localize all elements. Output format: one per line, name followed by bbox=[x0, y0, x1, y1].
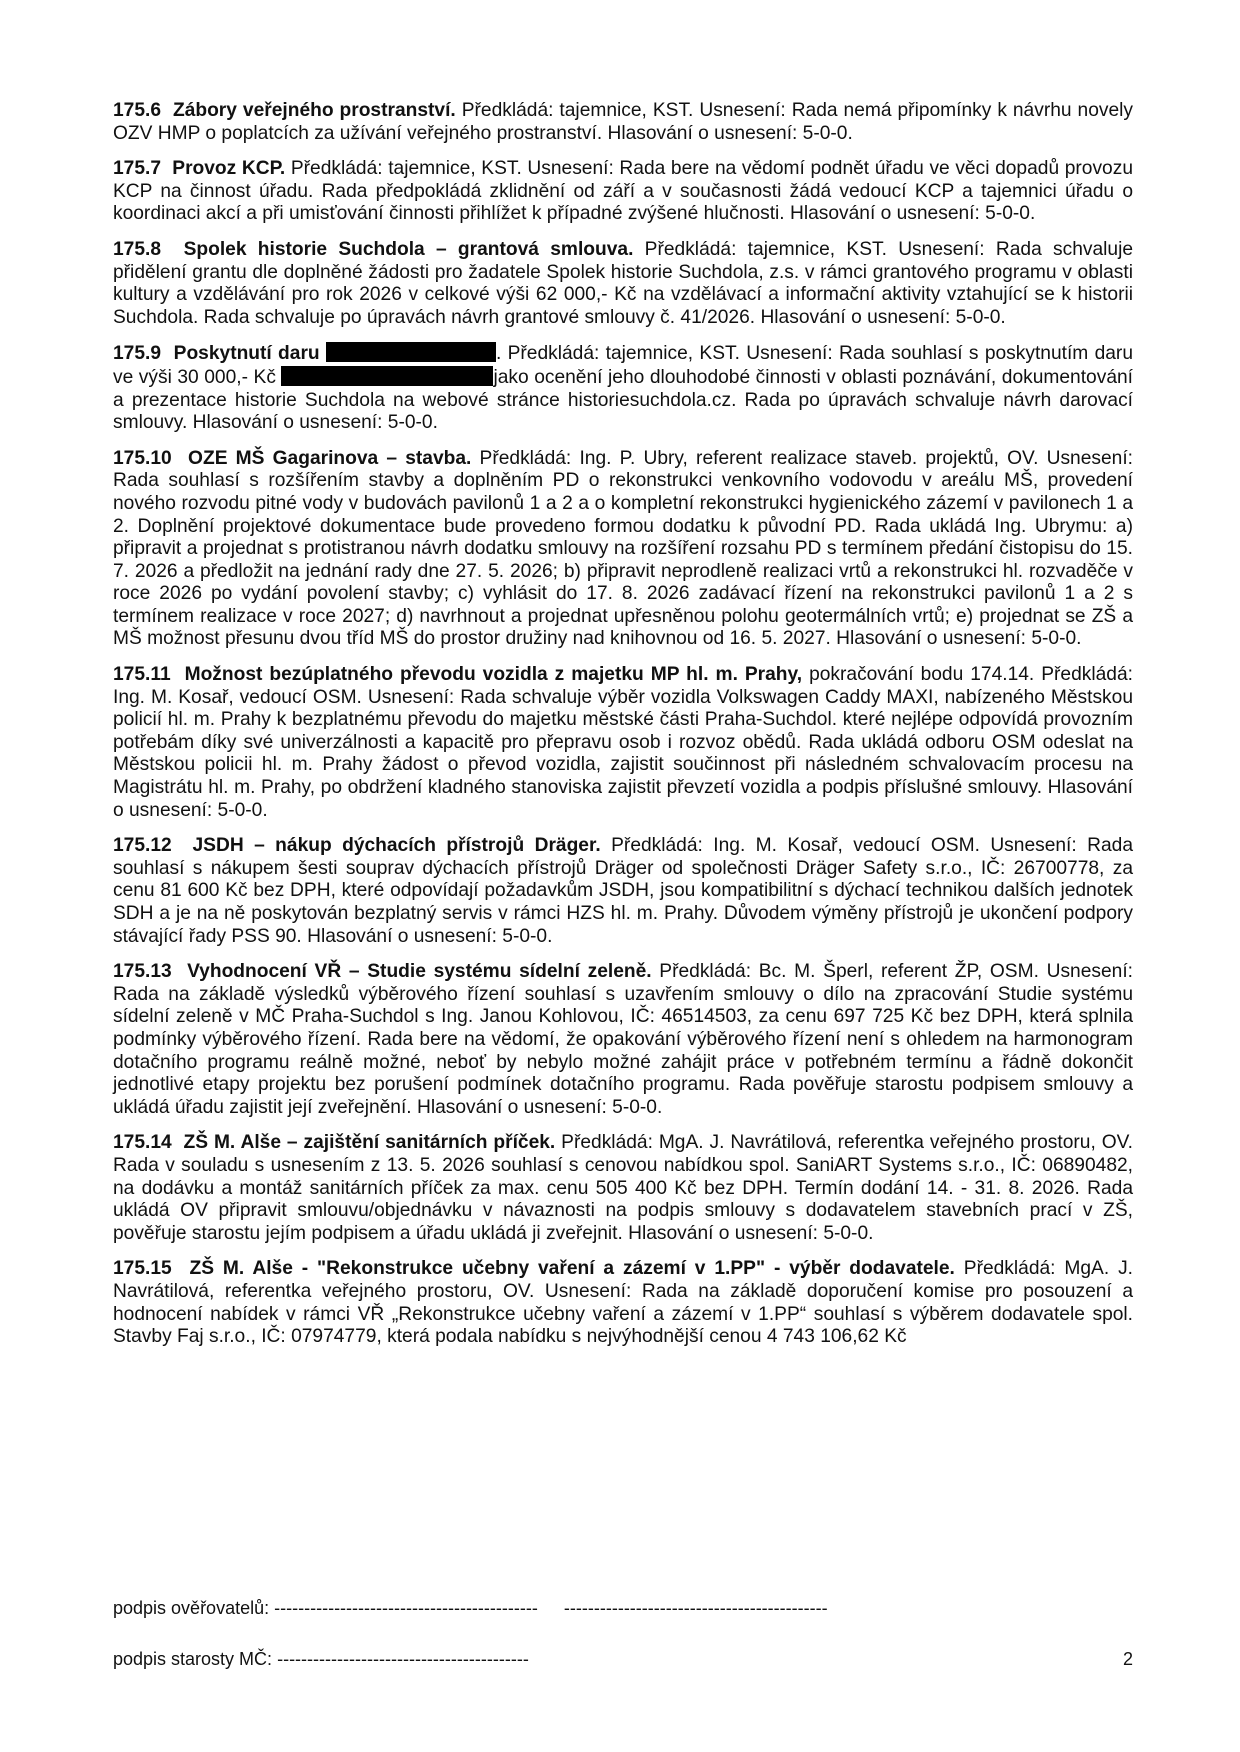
mayor-label: podpis starosty MČ: bbox=[113, 1649, 273, 1669]
item-text: Předkládá: Bc. M. Šperl, referent ŽP, OSM. Usnesení: Rada na základě výsledků výběrového řízení souhlasí s uzavřením smlouvy o dílo na zpracování Studie systému sídelní zeleně v MČ Praha-Suchdol s Ing. Janou Kohlovou, IČ: 46514503, za cenu 697 725 Kč bez DPH, která splnila podmínky výběrového řízení. Rada bere na vědomí, že opakování výběrového řízení není s ohledem na harmonogram dotačního programu reálně možné, neboť by nebylo možné zahájit práce v potřebném termínu a řádně dokončit jednotlivé etapy projektu bez porušení podmínek dotačního programu. Rada pověřuje starostu podpisem smlouvy a ukládá úřadu zajistit její zveřejnění. Hlasování o usnesení: 5-0-0. bbox=[113, 961, 1133, 1118]
item-number: 175.6 bbox=[113, 100, 162, 121]
signature-line: ------------------------------------------ bbox=[277, 1649, 529, 1669]
item-text: Předkládá: tajemnice, KST. Usnesení: Rada schvaluje přidělení grantu dle doplněné žádosti pro žadatele Spolek historie Suchdola, z.s. v rámci grantového programu v oblasti kultury a vzdělávání pro rok 2026 v celkové výši 62 000,- Kč na vzdělávací a informační aktivity vztahující se k historii Suchdola. Rada schvaluje po úpravách návrh grantové smlouvy č. 41/2026. Hlasování o usnesení: 5-0-0. bbox=[113, 238, 1134, 328]
item-text: Předkládá: Ing. M. Kosař, vedoucí OSM. Usnesení: Rada souhlasí s nákupem šesti souprav dýchacích přístrojů Dräger od společnosti Dräger Safety s.r.o., IČ: 26700778, za cenu 81 600 Kč bez DPH, které odpovídají požadavkům JSDH, jsou kompatibilitní s dýchací technikou dalších jednotek SDH a je na ně poskytován bezplatný servis v rámci HZS hl. m. Prahy. Důvodem výměny přístrojů je ukončení podpory stávající řady PSS 90. Hlasování o usnesení: 5-0-0. bbox=[113, 835, 1133, 947]
signature-line: -------------------------------------------- bbox=[563, 1598, 828, 1618]
item-heading: OZE MŠ Gagarinova – stavba. bbox=[188, 447, 472, 469]
resolution-175-9 bbox=[113, 342, 1133, 434]
item-heading: Možnost bezúplatného převodu vozidla z majetku MP hl. m. Prahy, bbox=[184, 664, 803, 686]
resolution-175-8 bbox=[113, 239, 1133, 329]
item-heading: ZŠ M. Alše – zajištění sanitárních příček. bbox=[183, 1132, 556, 1154]
mayor-signature-row bbox=[113, 1649, 1133, 1670]
page-number: 2 bbox=[1122, 1649, 1133, 1669]
resolution-175-13 bbox=[113, 961, 1133, 1119]
item-number: 175.15 bbox=[113, 1258, 172, 1280]
resolution-175-14 bbox=[113, 1132, 1133, 1245]
resolution-175-6 bbox=[113, 100, 1133, 145]
resolution-175-7 bbox=[113, 158, 1133, 226]
item-number: 175.8 bbox=[113, 238, 162, 260]
signature-line: -------------------------------------------- bbox=[274, 1598, 538, 1618]
verifiers-label: podpis ověřovatelů: bbox=[113, 1598, 270, 1618]
item-heading: Spolek historie Suchdola – grantová smlouva. bbox=[183, 238, 634, 260]
item-heading: Provoz KCP. bbox=[172, 158, 286, 180]
item-number: 175.11 bbox=[113, 664, 171, 686]
item-text: Předkládá: tajemnice, KST. Usnesení: Rada bere na vědomí podnět úřadu ve věci dopadů provozu KCP na činnost úřadu. Rada předpokládá zklidnění od září a v současnosti žádá vedoucí KCP a tajemnici úřadu o koordinaci akcí a při umisťování činnosti přihlížet k případné zvýšené hlučnosti. Hlasování o usnesení: 5-0-0. bbox=[113, 158, 1133, 225]
resolution-175-12 bbox=[113, 835, 1133, 948]
item-text: pokračování bodu 174.14. Předkládá: Ing. M. Kosař, vedoucí OSM. Usnesení: Rada schvaluje výběr vozidla Volkswagen Caddy MAXI, nabízeného Městskou policií hl. m. Prahy k bezplatnému převodu do majetku městské části Praha-Suchdol. které nejlépe odpovídá provozním potřebám díky své univerzálnosti a kapacitě pro přepravu osob i rozvoz obědů. Rada ukládá odboru OSM odeslat na Městskou policii hl. m. Prahy žádost o převod vozidla, zajistit součinnost při následném schvalovacím procesu na Magistrátu hl. m. Prahy, po obdržení kladného stanoviska zajistit převzetí vozidla a podpis příslušné smlouvy. Hlasování o usnesení: 5-0-0. bbox=[113, 664, 1133, 821]
item-number: 175.10 bbox=[113, 447, 172, 469]
item-heading: Zábory veřejného prostranství. bbox=[172, 100, 456, 121]
redaction-bar bbox=[326, 342, 496, 362]
item-number: 175.7 bbox=[113, 158, 162, 180]
item-number: 175.13 bbox=[113, 961, 172, 983]
minutes-body bbox=[113, 100, 1133, 1362]
item-heading: Poskytnutí daru bbox=[173, 343, 320, 365]
resolution-175-10 bbox=[113, 448, 1133, 651]
item-number: 175.9 bbox=[113, 343, 162, 365]
item-text: jako ocenění jeho dlouhodobé činnosti v oblasti poznávání, dokumentování a prezentace historie Suchdola na webové stránce historiesuchdola.cz. Rada po úpravách schvaluje návrh darovací smlouvy. Hlasování o usnesení: 5-0-0. bbox=[113, 366, 1133, 434]
item-text: Předkládá: MgA. J. Navrátilová, referentka veřejného prostoru, OV. Rada v souladu s usnesením z 13. 5. 2026 souhlasí s cenovou nabídkou spol. SaniART Systems s.r.o., IČ: 06890482, na dodávku a montáž sanitárních příček za max. cenu 505 400 Kč bez DPH. Termín dodání 14. - 31. 8. 2026. Rada ukládá OV připravit smlouvu/objednávku v návaznosti na podpis smlouvy s dodavatelem stavebních prací v ZŠ, pověřuje starostu jejím podpisem a úřadu ukládá ji zveřejnit. Hlasování o usnesení: 5-0-0. bbox=[113, 1132, 1133, 1244]
redaction-bar bbox=[281, 366, 493, 386]
item-heading: Vyhodnocení VŘ – Studie systému sídelní zeleně. bbox=[187, 961, 652, 983]
resolution-175-15 bbox=[113, 1258, 1133, 1348]
resolution-175-11 bbox=[113, 664, 1133, 822]
item-text: . Předkládá: tajemnice, KST. Usnesení: Rada souhlasí s poskytnutím daru ve výši 30 000,- Kč bbox=[113, 343, 1133, 388]
item-number: 175.14 bbox=[113, 1132, 172, 1154]
item-heading: JSDH – nákup dýchacích přístrojů Dräger. bbox=[192, 835, 601, 857]
item-heading: ZŠ M. Alše - "Rekonstrukce učebny vaření a zázemí v 1.PP" - výběr dodavatele. bbox=[189, 1258, 955, 1280]
item-number: 175.12 bbox=[113, 835, 172, 857]
item-text: Předkládá: tajemnice, KST. Usnesení: Rada nemá připomínky k návrhu novely OZV HMP o poplatcích za užívání veřejného prostranství. Hlasování o usnesení: 5-0-0. bbox=[113, 100, 1133, 144]
item-text: Předkládá: Ing. P. Ubry, referent realizace staveb. projektů, OV. Usnesení: Rada souhlasí s rozšířením stavby a doplněním PD o rekonstrukci venkovního vodovodu v areálu MŠ, provedení nového rozvodu pitné vody v budovách pavilonů 1 a 2 a o kompletní rekonstrukci hygienického zázemí v pavilonech 1 a 2. Doplnění projektové dokumentace bude provedeno formou dodatku k původní PD. Rada ukládá Ing. Ubrymu: a) připravit a projednat s protistranou návrh dodatku smlouvy na rozšíření rozsahu PD s termínem předání čistopisu do 15. 7. 2026 a předložit na jednání rady dne 27. 5. 2026; b) připravit neprodleně realizaci vrtů a rekonstrukci hl. rozvaděče v roce 2026 po vydání povolení stavby; c) vyhlásit do 17. 8. 2026 zadávací řízení na rekonstrukci pavilonů 1 a 2 s termínem realizace v roce 2027; d) navrhnout a projednat upřesněnou polohu geotermálních vrtů; e) projednat se ZŠ a MŠ možnost přesunu dvou tříd MŠ do prostor družiny nad knihovnou od 16. 5. 2027. Hlasování o usnesení: 5-0-0. bbox=[113, 447, 1133, 650]
verifiers-signature-row bbox=[113, 1598, 1133, 1619]
item-text: Předkládá: MgA. J. Navrátilová, referentka veřejného prostoru, OV. Usnesení: Rada na základě doporučení komise pro posouzení a hodnocení nabídek v rámci VŘ „Rekonstrukce učebny vaření a zázemí v 1.PP“ souhlasí s výběrem dodavatele spol. Stavby Faj s.r.o., IČ: 07974779, která podala nabídku s nejvýhodnější cenou 4 743 106,62 Kč bbox=[113, 1258, 1133, 1348]
